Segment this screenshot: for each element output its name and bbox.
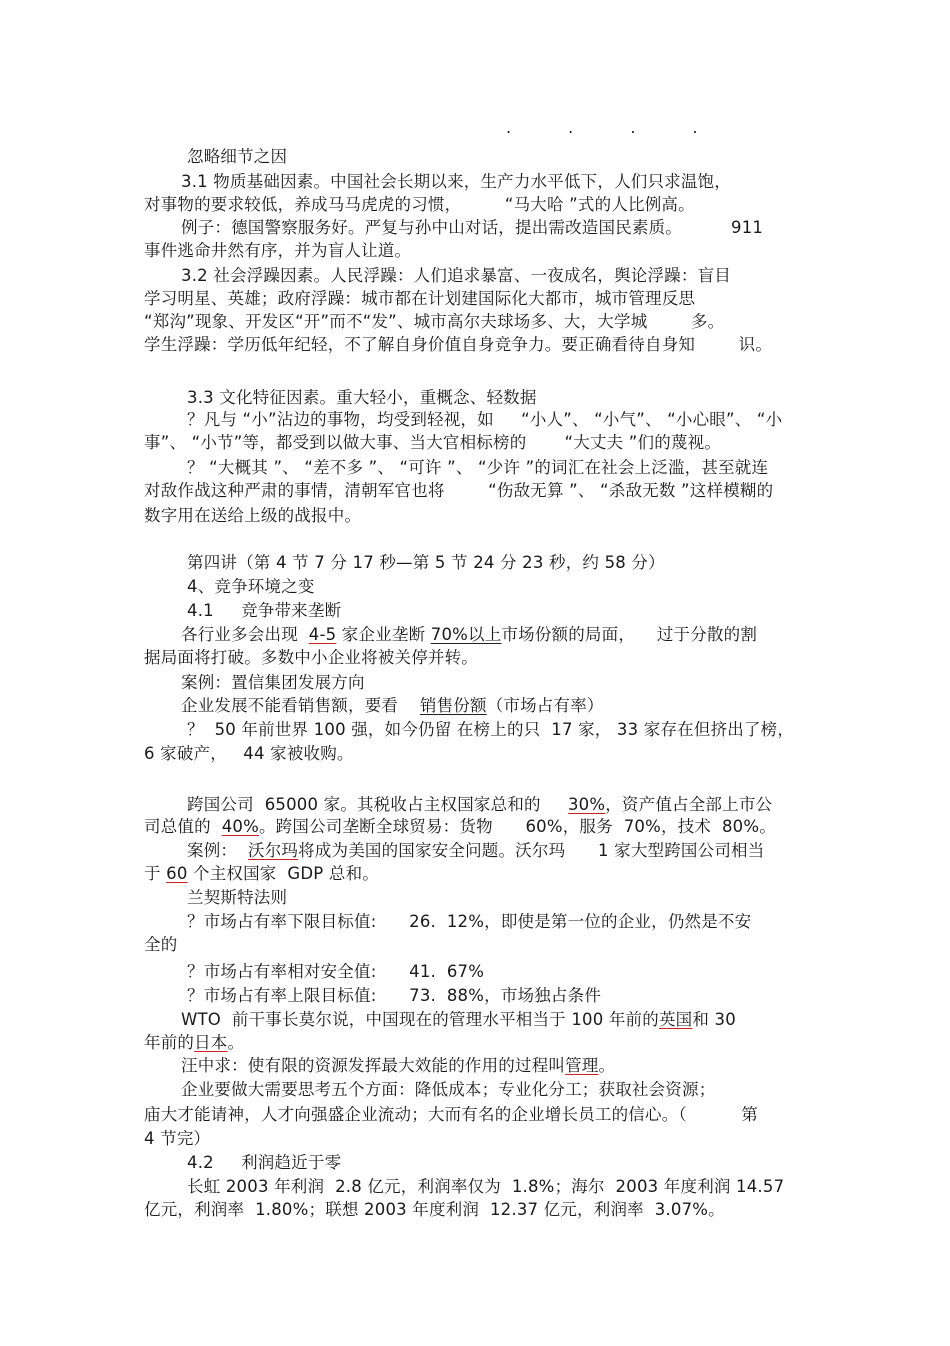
text: 。 [598,1056,616,1075]
para-line: ？ “大概其 ”、 “差不多 ”、 “可许 ”、 “少许 ”的词汇在社会上泛滥，甚至就连 [187,458,769,477]
para-line: 事件逃命井然有序，并为盲人让道。 [144,241,412,260]
para-line: 据局面将打破。多数中小企业将被关停并转。 [144,648,478,667]
text: 个主权国家 GDP 总和。 [187,864,379,883]
underlined-text: 30% [567,795,606,814]
para-line: ？市场占有率上限目标值: 73. 88%，市场独占条件 [187,986,602,1005]
para-line: 6 家破产， 44 家被收购。 [144,744,354,763]
para-line [144,1032,244,1054]
para-line: 数字用在送给上级的战报中。 [144,506,362,525]
lecture-heading: 第四讲（第 4 节 7 分 17 秒—第 5 节 24 分 23 秒，约 58 分） [187,553,665,572]
underlined-text: 日本 [194,1033,228,1052]
text: 司总值的 [144,817,222,836]
para-line: 学习明星、英雄；政府浮躁：城市都在计划建国际化大都市，城市管理反思 [144,289,696,308]
text: 市场份额的局面， 过于分散的割 [501,625,758,644]
text: 各行业多会出现 [181,625,309,644]
para-line: 庙大才能请神，人才向强盛企业流动；大而有名的企业增长员工的信心。（ 第 [144,1105,758,1124]
para-line [187,794,772,816]
subsection-heading: 4.1 竞争带来垄断 [187,601,342,620]
text: 于 [144,864,167,883]
para-line: 3.2 社会浮躁因素。人民浮躁：人们追求暴富、一夜成名，舆论浮躁：盲目 [181,266,731,285]
subsection-heading: 4.2 利润趋近于零 [187,1153,342,1172]
para-line: ？ 50 年前世界 100 强，如今仍留 在榜上的只 17 家， 33 家存在但挤出了榜， [187,720,795,739]
para-line [181,695,604,717]
para-line: 长虹 2003 年利润 2.8 亿元，利润率仅为 1.8%；海尔 2003 年度利润 14.57 [187,1177,785,1196]
text: 汪中求：使有限的资源发挥最大效能的作用的过程叫 [181,1056,566,1075]
para-line: 全的 [144,935,178,954]
para-line: 3.3 文化特征因素。重大轻小，重概念、轻数据 [187,388,537,407]
para-line [144,816,776,838]
para-line: 4 节完） [144,1129,211,1148]
text: WTO 前干事长莫尔说，中国现在的管理水平相当于 100 年前的 [181,1010,659,1029]
underlined-text: 70%以上 [430,625,502,644]
text: 。 [227,1033,245,1052]
text: （市场占有率） [486,696,604,715]
para-line: ？凡与 “小”沾边的事物，均受到轻视，如 “小人”、 “小气”、 “小心眼”、 “小 [187,410,783,429]
para-line: “郑沟”现象、开发区“开”而不“发”、城市高尔夫球场多、大，大学城 多。 [144,312,725,331]
para-line [181,1055,615,1077]
section-heading: 4、竞争环境之变 [187,577,315,596]
text: 案例： [187,841,248,860]
para-line: ？市场占有率相对安全值: 41. 67% [187,962,485,981]
section-title: 忽略细节之因 [187,147,288,166]
para-line: 学生浮躁：学历低年纪轻，不了解自身价值自身竞争力。要正确看待自身知 识。 [144,335,773,354]
underlined-text: 40% [221,817,259,836]
para-line: 例子：德国警察服务好。严复与孙中山对话，提出需改造国民素质。 911 [181,218,764,237]
text: 将成为美国的国家安全问题。沃尔玛 1 家大型跨国公司相当 [298,841,765,860]
para-line: ？市场占有率下限目标值: 26. 12%，即使是第一位的企业，仍然是不安 [187,912,752,931]
text: 年前的 [144,1033,195,1052]
para-line [181,1009,736,1031]
para-line: 亿元，利润率 1.80%；联想 2003 年度利润 12.37 亿元，利润率 3.07%。 [144,1200,725,1219]
text: 和 30 [692,1010,736,1029]
text: 跨国公司 65000 家。其税收占主权国家总和的 [187,795,568,814]
para-line [181,624,757,646]
para-line [144,863,379,885]
text: 家企业垄断 [336,625,431,644]
text: ，资产值占全部上市公 [605,795,773,814]
underlined-text: 4-5 [308,625,337,644]
underlined-text: 英国 [658,1010,693,1029]
para-line: 对事物的要求较低，养成马马虎虎的习惯， “马大哈 ”式的人比例高。 [144,195,695,214]
para-line: 事”、 “小节”等，都受到以做大事、当大官相标榜的 “大丈夫 ”们的蔑视。 [144,433,722,452]
text: 。跨国公司垄断全球贸易：货物 60%，服务 70%，技术 80%。 [258,817,776,836]
underlined-text: 销售份额 [419,696,487,715]
text: 企业发展不能看销售额，要看 [181,696,420,715]
para-line: 案例：置信集团发展方向 [181,673,365,692]
underlined-text: 管理 [565,1056,599,1075]
header-dots: . . . . [506,118,724,137]
para-line: 对敌作战这种严肃的事情，清朝军官也将 “伤敌无算 ”、 “杀敌无数 ”这样模糊的 [144,481,774,500]
underlined-text: 沃尔玛 [248,841,299,860]
para-line: 兰契斯特法则 [187,888,288,907]
para-line: 企业要做大需要思考五个方面：降低成本；专业化分工；获取社会资源； [181,1080,716,1099]
underlined-text: 60 [166,864,188,883]
para-line [187,840,764,862]
para-line: 3.1 物质基础因素。中国社会长期以来，生产力水平低下，人们只求温饱， [181,172,731,191]
